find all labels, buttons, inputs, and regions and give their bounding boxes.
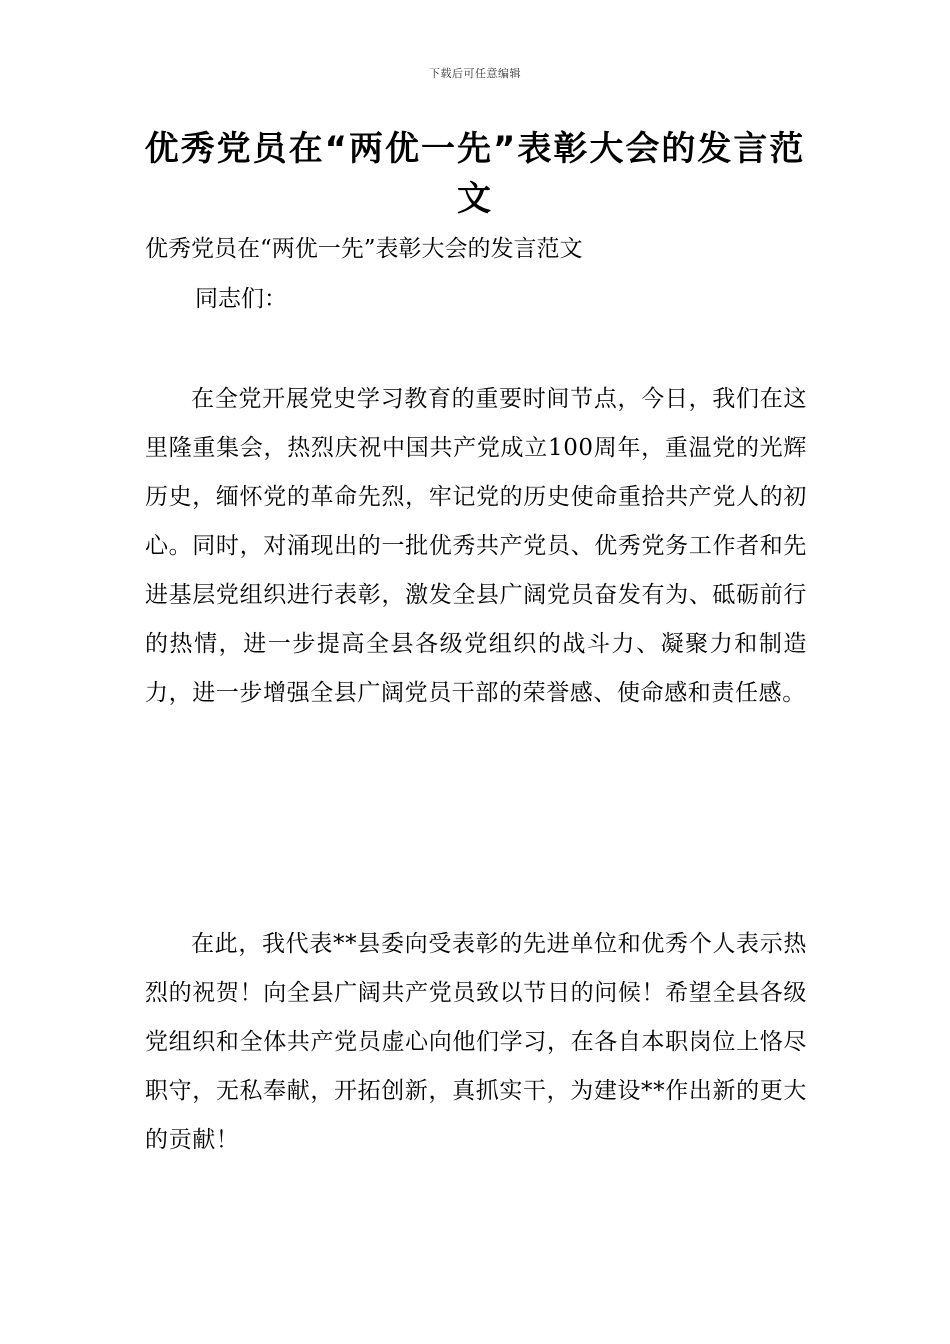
paragraph-2: 在此，我代表**县委向受表彰的先进单位和优秀个人表示热烈的祝贺！向全县广阔共产党员致以节日的问候！希望全县各级党组织和全体共产党员虚心向他们学习，在各自本职岗位上恪尽职守，无私奉献，开拓创新，真抓实干，为建设**作出新的更大的贡献！ (145, 931, 807, 1153)
paragraph-1: 在全党开展党史学习教育的重要时间节点，今日，我们在这里隆重集会，热烈庆祝中国共产党成立100周年，重温党的光辉历史，缅怀党的革命先烈，牢记党的历史使命重拾共产党人的初心。同时，对涌现出的一批优秀共产党员、优秀党务工作者和先进基层党组织进行表彰，激发全县广阔党员奋发有为、砥砺前行的热情，进一步提高全县各级党组织的战斗力、凝聚力和制造力，进一步增强全县广阔党员干部的荣誉感、使命感和责任感。 (145, 386, 807, 706)
greeting: 同志们： (195, 286, 287, 312)
document-subtitle: 优秀党员在“两优一先”表彰大会的发言范文 (145, 236, 583, 262)
header-note: 下载后可任意编辑 (429, 67, 521, 80)
document-title: 优秀党员在“两优一先”表彰大会的发言范文 (144, 129, 806, 219)
